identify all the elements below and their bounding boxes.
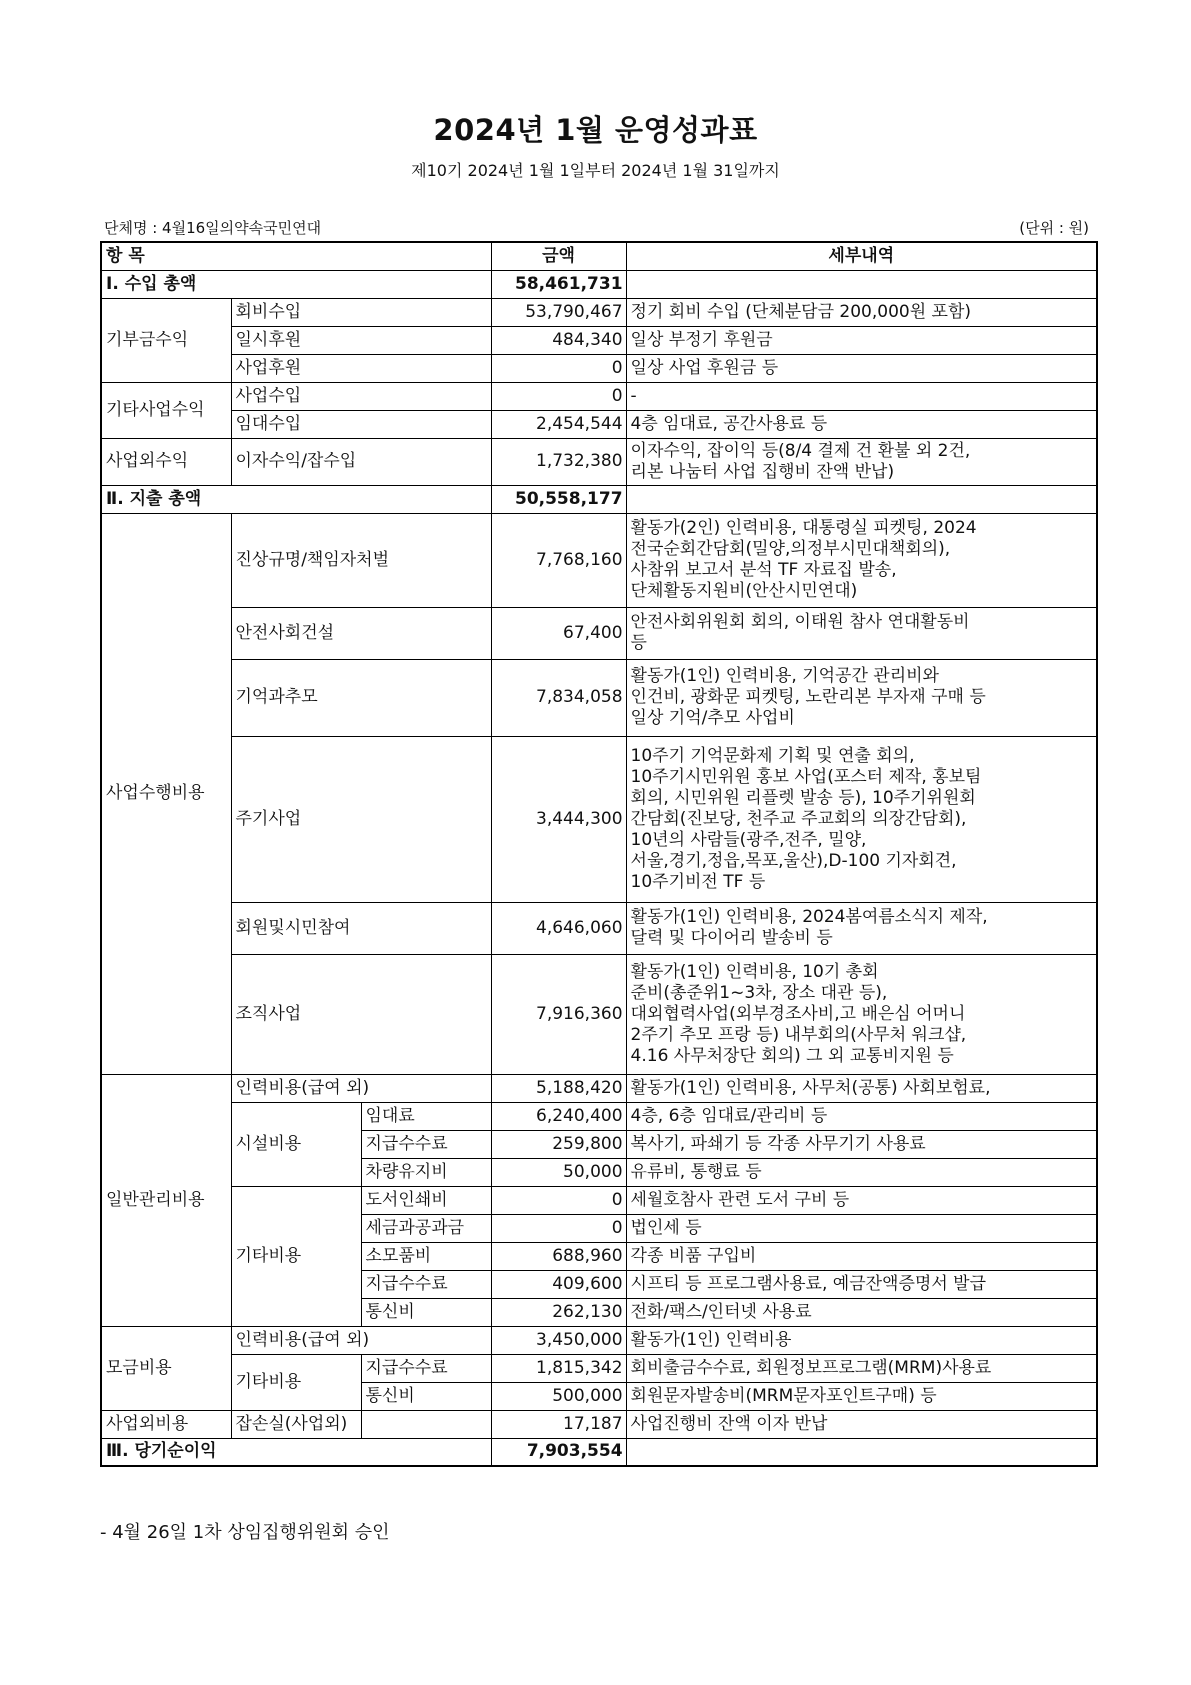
- row-amount: 53,790,467: [491, 298, 626, 326]
- approval-note: - 4월 26일 1차 상임집행위원회 승인: [100, 1522, 390, 1543]
- row-item: 지급수수료: [361, 1270, 491, 1298]
- row-detail: 전화/팩스/인터넷 사용료: [626, 1298, 1097, 1326]
- row-detail: 활동가(2인) 인력비용, 대통령실 피켓팅, 2024 전국순회간담회(밀양,의정부시민대책회의), 사참위 보고서 분석 TF 자료집 발송, 단체활동지원비(안산시민연대): [626, 513, 1097, 607]
- row-amount: 50,000: [491, 1158, 626, 1186]
- row-detail: 4층, 6층 임대료/관리비 등: [626, 1102, 1097, 1130]
- row-amount: 409,600: [491, 1270, 626, 1298]
- row-detail: 일상 사업 후원금 등: [626, 354, 1097, 382]
- table-row: [101, 1186, 1097, 1214]
- row-amount: 3,444,300: [491, 736, 626, 902]
- table-row: [101, 382, 1097, 410]
- row-item: 지급수수료: [361, 1130, 491, 1158]
- table-row: [101, 1410, 1097, 1438]
- organization-name: 단체명 : 4월16일의약속국민연대: [104, 219, 322, 237]
- table-row: [101, 1074, 1097, 1102]
- row-detail: 활동가(1인) 인력비용, 10기 총회 준비(총준위1~3차, 장소 대관 등), 대외협력사업(외부경조사비,고 배은심 어머니 2주기 추모 프랑 등) 내부회의(사무처 워크샵, 4.16 사무처장단 회의) 그 외 교통비지원 등: [626, 954, 1097, 1074]
- income-total-amount: 58,461,731: [491, 270, 626, 298]
- income-total-row: [101, 270, 1097, 298]
- header-item: 항 목: [101, 242, 491, 270]
- row-amount: 3,450,000: [491, 1326, 626, 1354]
- group-label: 기부금수익: [101, 298, 231, 382]
- row-amount: 688,960: [491, 1242, 626, 1270]
- row-amount: 259,800: [491, 1130, 626, 1158]
- row-item: 임대수입: [231, 410, 491, 438]
- unit-label: (단위 : 원): [1019, 219, 1089, 237]
- row-amount: 5,188,420: [491, 1074, 626, 1102]
- row-detail: 일상 부정기 후원금: [626, 326, 1097, 354]
- table-row: [101, 298, 1097, 326]
- row-item: 회원및시민참여: [231, 902, 491, 954]
- table-row: [101, 1102, 1097, 1130]
- row-detail: 활동가(1인) 인력비용: [626, 1326, 1097, 1354]
- row-amount: 500,000: [491, 1382, 626, 1410]
- row-amount: 4,646,060: [491, 902, 626, 954]
- table-row: [101, 410, 1097, 438]
- row-item: 사업수입: [231, 382, 491, 410]
- group-label: 사업외수익: [101, 438, 231, 485]
- row-item: 기억과추모: [231, 659, 491, 736]
- table-row: [101, 354, 1097, 382]
- row-detail: -: [626, 382, 1097, 410]
- row-item: 사업후원: [231, 354, 491, 382]
- row-detail: 정기 회비 수입 (단체분담금 200,000원 포함): [626, 298, 1097, 326]
- table-header-row: [101, 242, 1097, 270]
- row-item: 차량유지비: [361, 1158, 491, 1186]
- row-amount: 262,130: [491, 1298, 626, 1326]
- table-row: [101, 954, 1097, 1074]
- row-item: 인력비용(급여 외): [231, 1074, 491, 1102]
- row-amount: 67,400: [491, 607, 626, 659]
- row-item: 잡손실(사업외): [231, 1410, 361, 1438]
- row-detail: 복사기, 파쇄기 등 각종 사무기기 사용료: [626, 1130, 1097, 1158]
- expense-total-label: Ⅱ. 지출 총액: [101, 485, 491, 513]
- row-amount: 484,340: [491, 326, 626, 354]
- subgroup-label: 시설비용: [231, 1102, 361, 1186]
- row-amount: 7,768,160: [491, 513, 626, 607]
- row-item: 조직사업: [231, 954, 491, 1074]
- expense-total-amount: 50,558,177: [491, 485, 626, 513]
- net-income-label: Ⅲ. 당기순이익: [101, 1438, 491, 1466]
- row-item: 일시후원: [231, 326, 491, 354]
- row-amount: 1,815,342: [491, 1354, 626, 1382]
- operating-results-table: [100, 241, 1098, 1467]
- group-label: 사업외비용: [101, 1410, 231, 1438]
- row-detail: 회비출금수수료, 회원정보프로그램(MRM)사용료: [626, 1354, 1097, 1382]
- income-total-label: Ⅰ. 수입 총액: [101, 270, 491, 298]
- row-item: 지급수수료: [361, 1354, 491, 1382]
- row-detail: 활동가(1인) 인력비용, 사무처(공통) 사회보험료,: [626, 1074, 1097, 1102]
- table-row: [101, 1326, 1097, 1354]
- row-detail: 각종 비품 구입비: [626, 1242, 1097, 1270]
- net-income-amount: 7,903,554: [491, 1438, 626, 1466]
- expense-total-row: [101, 485, 1097, 513]
- row-amount: 0: [491, 1186, 626, 1214]
- row-item: 통신비: [361, 1382, 491, 1410]
- row-item: 인력비용(급여 외): [231, 1326, 491, 1354]
- table-row: [101, 438, 1097, 485]
- row-amount: 7,834,058: [491, 659, 626, 736]
- table-row: [101, 902, 1097, 954]
- page-title: 2024년 1월 운영성과표: [433, 113, 758, 147]
- row-amount: 7,916,360: [491, 954, 626, 1074]
- row-item: 소모품비: [361, 1242, 491, 1270]
- row-item: 통신비: [361, 1298, 491, 1326]
- row-item: 임대료: [361, 1102, 491, 1130]
- group-label: 기타사업수익: [101, 382, 231, 438]
- header-amount: 금액: [491, 242, 626, 270]
- row-amount: 1,732,380: [491, 438, 626, 485]
- row-item: 안전사회건설: [231, 607, 491, 659]
- group-label: 사업수행비용: [101, 513, 231, 1074]
- group-label: 일반관리비용: [101, 1074, 231, 1326]
- table-row: [101, 326, 1097, 354]
- row-amount: 17,187: [491, 1410, 626, 1438]
- header-detail: 세부내역: [626, 242, 1097, 270]
- row-item: 주기사업: [231, 736, 491, 902]
- group-label: 모금비용: [101, 1326, 231, 1410]
- table-row: [101, 659, 1097, 736]
- row-detail: 유류비, 통행료 등: [626, 1158, 1097, 1186]
- row-detail: 10주기 기억문화제 기획 및 연출 회의, 10주기시민위원 홍보 사업(포스터 제작, 홍보팀 회의, 시민위원 리플렛 발송 등), 10주기위원회 간담회(진보당, 천주교 주교회의 의장간담회), 10년의 사람들(광주,전주, 밀양, 서울,경기,정읍,목포,울산),D-100 기자회견, 10주기비전 TF 등: [626, 736, 1097, 902]
- row-item: 세금과공과금: [361, 1214, 491, 1242]
- period-subtitle: 제10기 2024년 1월 1일부터 2024년 1월 31일까지: [411, 161, 780, 180]
- row-detail: 이자수익, 잡이익 등(8/4 결제 건 환불 외 2건, 리본 나눔터 사업 집행비 잔액 반납): [626, 438, 1097, 485]
- row-amount: 2,454,544: [491, 410, 626, 438]
- row-detail: 사업진행비 잔액 이자 반납: [626, 1410, 1097, 1438]
- subgroup-label: 기타비용: [231, 1354, 361, 1410]
- row-detail: 세월호참사 관련 도서 구비 등: [626, 1186, 1097, 1214]
- row-item: 도서인쇄비: [361, 1186, 491, 1214]
- row-amount: 0: [491, 382, 626, 410]
- row-detail: 4층 임대료, 공간사용료 등: [626, 410, 1097, 438]
- table-row: [101, 736, 1097, 902]
- row-detail: 안전사회위원회 회의, 이태원 참사 연대활동비 등: [626, 607, 1097, 659]
- row-detail: 활동가(1인) 인력비용, 2024봄여름소식지 제작, 달력 및 다이어리 발송비 등: [626, 902, 1097, 954]
- row-detail: 회원문자발송비(MRM문자포인트구매) 등: [626, 1382, 1097, 1410]
- table-row: [101, 607, 1097, 659]
- row-item: 진상규명/책임자처벌: [231, 513, 491, 607]
- row-item: 이자수익/잡수입: [231, 438, 491, 485]
- row-amount: 0: [491, 354, 626, 382]
- row-amount: 0: [491, 1214, 626, 1242]
- row-detail: 시프티 등 프로그램사용료, 예금잔액증명서 발급: [626, 1270, 1097, 1298]
- row-amount: 6,240,400: [491, 1102, 626, 1130]
- table-row: [101, 513, 1097, 607]
- table-row: [101, 1354, 1097, 1382]
- row-detail: 법인세 등: [626, 1214, 1097, 1242]
- subgroup-label: 기타비용: [231, 1186, 361, 1326]
- row-detail: 활동가(1인) 인력비용, 기억공간 관리비와 인건비, 광화문 피켓팅, 노란리본 부자재 구매 등 일상 기억/추모 사업비: [626, 659, 1097, 736]
- row-item: 회비수입: [231, 298, 491, 326]
- net-income-row: [101, 1438, 1097, 1466]
